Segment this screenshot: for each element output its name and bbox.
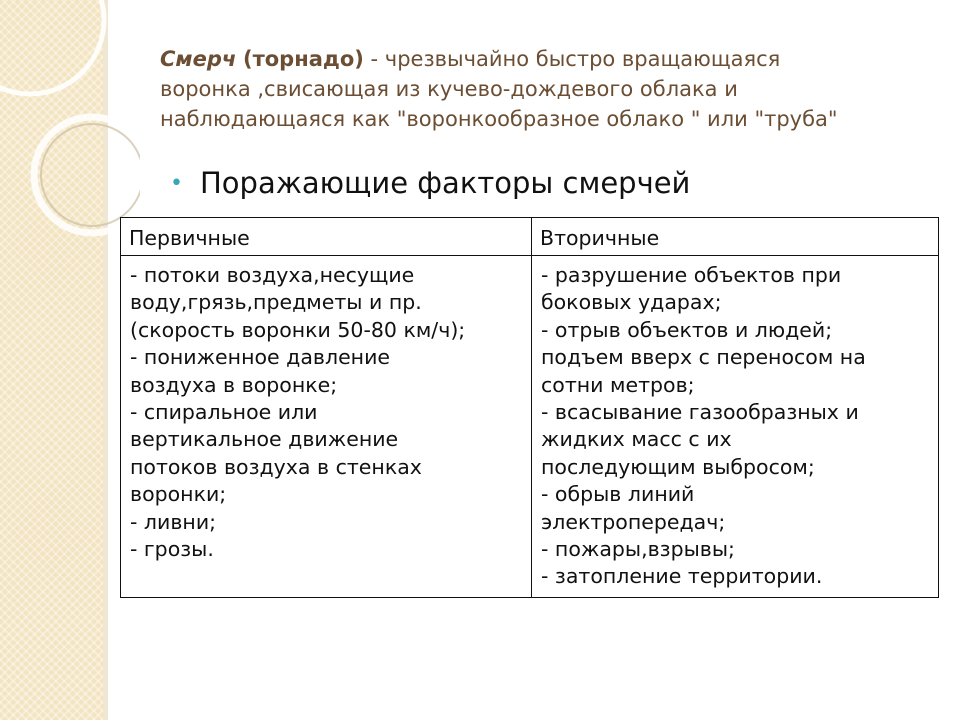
decorative-rings <box>0 0 140 300</box>
title-line-2: воронка ,свисающая из кучево-дождевого облака и <box>160 77 738 101</box>
slide-title <box>160 44 940 134</box>
secondary-line: сотни метров; <box>541 372 695 397</box>
decorative-ring-inner <box>41 124 140 226</box>
secondary-line: - пожары,взрывы; <box>541 537 735 562</box>
secondary-line: - разрушение объектов при <box>541 263 842 287</box>
primary-line: - грозы. <box>130 537 214 562</box>
title-line-3: наблюдающаяся как "воронкообразное облако " или "труба" <box>160 107 838 131</box>
secondary-line: - всасывание газообразных и <box>541 400 859 425</box>
bullet-item <box>170 166 690 200</box>
factors-table <box>120 217 939 598</box>
title-parenthetical: (торнадо) <box>242 47 364 71</box>
primary-line: воронки; <box>130 482 227 507</box>
secondary-line: подъем вверх с переносом на <box>541 345 866 370</box>
primary-line: потоков воздуха в стенках <box>130 454 422 479</box>
secondary-line: - затопление территории. <box>541 564 823 589</box>
secondary-line: - обрыв линий <box>541 482 695 507</box>
title-term: Смерч <box>160 47 237 71</box>
secondary-factors-cell <box>532 256 939 598</box>
header-secondary: Вторичные <box>532 218 939 256</box>
bullet-dot-icon: • <box>170 170 183 196</box>
primary-line: - ливни; <box>130 509 217 534</box>
secondary-line: - отрыв объектов и людей; <box>541 317 833 342</box>
bullet-text: Поражающие факторы смерчей <box>200 166 691 200</box>
primary-line: воду,грязь,предметы и пр. <box>130 290 422 315</box>
primary-line: (скорость воронки 50-80 км/ч); <box>130 317 466 342</box>
primary-line: - пониженное давление <box>130 345 391 370</box>
primary-line: - спиральное или <box>130 400 318 425</box>
title-line-1 <box>160 44 940 74</box>
secondary-line: последующим выбросом; <box>541 454 815 479</box>
header-primary: Первичные <box>121 218 532 256</box>
secondary-line: электропередач; <box>541 509 726 534</box>
primary-factors-cell <box>121 256 532 598</box>
decorative-ring-top <box>0 0 104 94</box>
primary-line: вертикальное движение <box>130 427 399 452</box>
secondary-line: боковых ударах; <box>541 290 722 315</box>
table-header-row <box>121 218 939 256</box>
title-definition-start: - чрезвычайно быстро вращающаяся <box>363 47 781 71</box>
table-row <box>121 256 939 598</box>
secondary-line: жидких масс с их <box>541 427 732 452</box>
primary-line: воздуха в воронке; <box>130 372 338 397</box>
primary-line: - потоки воздуха,несущие <box>130 263 415 287</box>
